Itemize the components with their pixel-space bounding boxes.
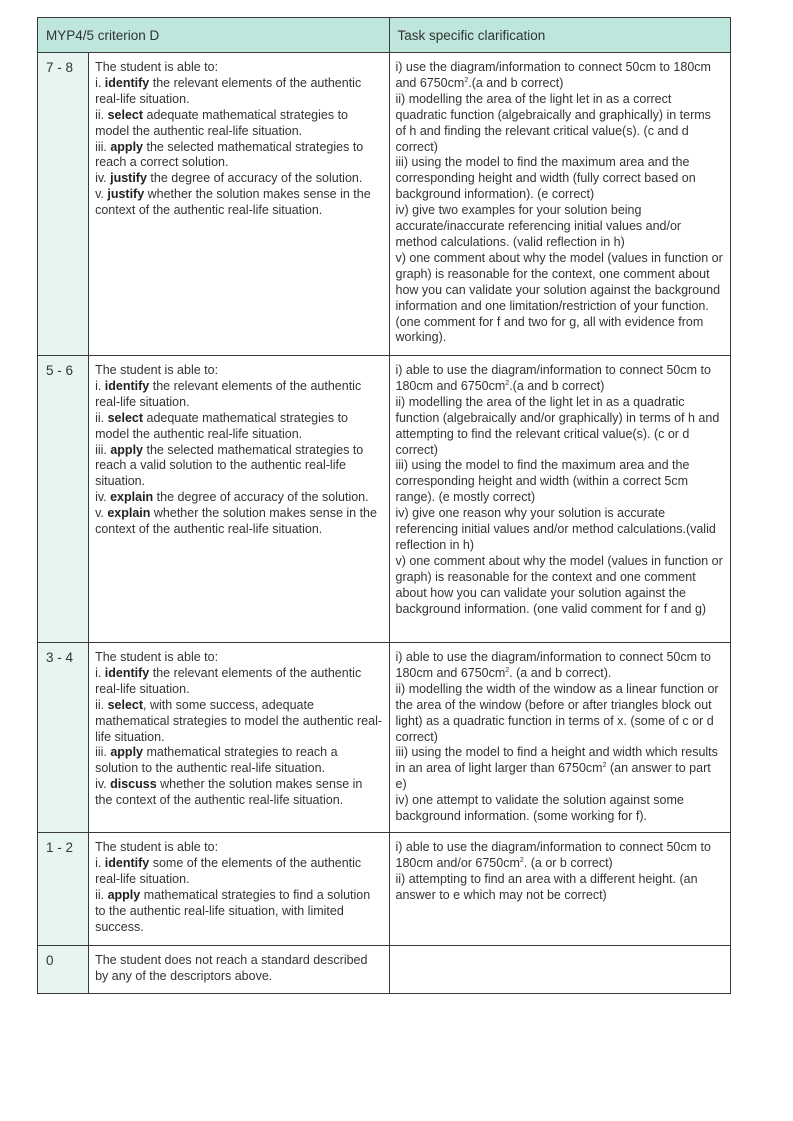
clarification-item: ii) modelling the width of the window as a linear function or the area of the window (before or after triangles block out light) as a quadratic function in terms of x. (some of c or d correct) [395,681,719,744]
item-number: ii. [95,107,108,122]
command-term: apply [110,442,143,457]
descriptor-cell [89,53,389,356]
descriptor-item [95,490,382,506]
descriptor-item [95,856,382,888]
table-row [38,356,731,643]
level-cell: 0 [38,946,89,994]
header-criterion: MYP4/5 criterion D [38,18,390,53]
clarification-cell [389,53,731,356]
item-number: iv. [95,777,111,792]
descriptor-item [95,411,382,443]
descriptor-item [95,506,382,538]
item-number: iii. [95,139,111,154]
item-text: the relevant elements of the authentic real-life situation. [95,378,362,409]
clarification-item: iv) one attempt to validate the solution against some background information. (some working for f). [395,793,684,824]
command-term: apply [110,139,143,154]
header-row [38,18,731,53]
command-term: identify [104,378,150,393]
descriptor-item [95,745,382,777]
clarification-item: ii) attempting to find an area with a different height. (an answer to e which may not be correct) [395,871,698,902]
descriptor-cell [89,356,389,643]
descriptor-intro: The student is able to: [95,363,219,377]
clarification-cell [389,946,731,994]
clarification-item: i) able to use the diagram/information to connect 50cm to 180cm and $6750cm^2.(a$ and b correct) [395,363,711,393]
command-term: explain [107,506,151,521]
clarification-item: v) one comment about why the model (values in function or graph) is reasonable for the context and one comment about how you can validate your solution against the background information. (one valid comment for f and g) [395,553,723,616]
clarification-item: v) one comment about why the model (values in function or graph) is reasonable for the context, one comment about how you can validate your solution against the background information and one limitation/restriction of your function. (one comment for f and two for g, all with evidence from working). [395,250,723,345]
item-text: adequate mathematical strategies to model the authentic real-life situation. [95,410,348,441]
clarification-item: i) able to use the diagram/information to connect 50cm to 180cm and/or $6750cm^2$. (a or b correct) [395,840,711,870]
clarification-item: i) able to use the diagram/information to connect 50cm to 180cm and $6750cm^2$. (a and b correct). [395,650,711,680]
item-number: ii. [95,887,108,902]
descriptor-item [95,108,382,140]
command-term: apply [107,887,141,902]
command-term: explain [110,490,154,505]
descriptor-intro: The student is able to: [95,60,219,74]
table-row [38,643,731,833]
clarification-cell [389,833,731,946]
level-cell: 3 - 4 [38,643,89,833]
item-number: ii. [95,697,108,712]
item-number: iv. [95,490,111,505]
clarification-item: i) use the diagram/information to connect 50cm to 180cm and $6750cm^2.(a$ and b correct) [395,60,711,90]
table-row [38,53,731,356]
clarification-item: iii) using the model to find the maximum area and the corresponding height and width (within a correct 5cm range). (e mostly correct) [395,458,690,505]
item-number: i. [95,75,105,90]
descriptor-item [95,698,382,746]
item-text: the degree of accuracy of the solution. [153,490,369,505]
item-text: mathematical strategies to reach a solution to the authentic real-life situation. [95,745,338,776]
descriptor-item [95,379,382,411]
item-text: the selected mathematical strategies to reach a valid solution to the authentic real-life situation. [95,442,364,489]
header-clarification: Task specific clarification [389,18,731,53]
item-text: whether the solution makes sense in the context of the authentic real-life situation. [95,777,363,808]
descriptor-intro: The student does not reach a standard described by any of the descriptors above. [95,953,368,983]
item-text: the degree of accuracy of the solution. [146,171,363,186]
item-number: i. [95,378,105,393]
descriptor-cell [89,833,389,946]
descriptor-item [95,140,382,172]
command-term: identify [104,75,150,90]
descriptor-intro: The student is able to: [95,840,219,854]
item-number: iii. [95,745,111,760]
item-text: some of the elements of the authentic real-life situation. [95,855,362,886]
clarification-item: iv) give two examples for your solution being accurate/inaccurate referencing initial values and/or method calculations. (valid reflection in h) [395,203,682,249]
table-row [38,833,731,946]
descriptor-item [95,666,382,698]
item-number: v. [95,506,108,521]
clarification-item: iv) give one reason why your solution is accurate referencing initial values and/or method calculations.(valid reflection in h) [395,506,716,552]
command-term: select [107,410,144,425]
descriptor-cell [89,643,389,833]
command-term: justify [107,187,145,202]
descriptor-item [95,888,382,936]
item-number: iv. [95,171,111,186]
item-text: whether the solution makes sense in the context of the authentic real-life situation. [95,187,371,218]
level-cell: 1 - 2 [38,833,89,946]
item-number: ii. [95,410,108,425]
level-cell: 7 - 8 [38,53,89,356]
command-term: select [107,697,144,712]
descriptor-item [95,777,382,809]
table-row [38,946,731,994]
command-term: discuss [110,777,157,792]
item-text: mathematical strategies to find a solution to the authentic real-life situation, with limited success. [95,887,371,934]
item-text: the relevant elements of the authentic real-life situation. [95,665,362,696]
item-number: v. [95,187,108,202]
descriptor-item [95,76,382,108]
item-number: i. [95,665,105,680]
descriptor-item [95,171,382,187]
item-text: the relevant elements of the authentic real-life situation. [95,75,362,106]
descriptor-cell [89,946,389,994]
item-text: , with some success, adequate mathematical strategies to model the authentic real-life situation. [95,697,383,744]
descriptor-intro: The student is able to: [95,650,219,664]
command-term: justify [110,171,147,186]
level-cell: 5 - 6 [38,356,89,643]
item-number: iii. [95,442,111,457]
command-term: apply [110,745,143,760]
command-term: select [107,107,144,122]
clarification-cell [389,643,731,833]
clarification-item: ii) modelling the area of the light let in as a correct quadratic function (algebraically and graphically) in terms of h and finding the relevant critical value(s). (c and d correct) [395,91,711,154]
clarification-item: ii) modelling the area of the light let in as a quadratic function (algebraically and/or graphically) in terms of h and attempting to find the relevant critical value(s). (c or d correct) [395,394,720,457]
command-term: identify [104,665,150,680]
clarification-item: iii) using the model to find the maximum area and the corresponding height and width (fully correct based on background information). (e correct) [395,155,696,202]
item-text: whether the solution makes sense in the context of the authentic real-life situation. [95,506,377,537]
item-number: i. [95,855,105,870]
item-text: the selected mathematical strategies to reach a correct solution. [95,139,364,170]
descriptor-item [95,443,382,491]
clarification-cell [389,356,731,643]
command-term: identify [104,855,150,870]
clarification-item: iii) using the model to find a height and width which results in an area of light larger than $6750cm^2$ (an answer to part e) [395,745,718,792]
rubric-table [37,17,731,994]
item-text: adequate mathematical strategies to model the authentic real-life situation. [95,107,348,138]
descriptor-item [95,187,382,219]
